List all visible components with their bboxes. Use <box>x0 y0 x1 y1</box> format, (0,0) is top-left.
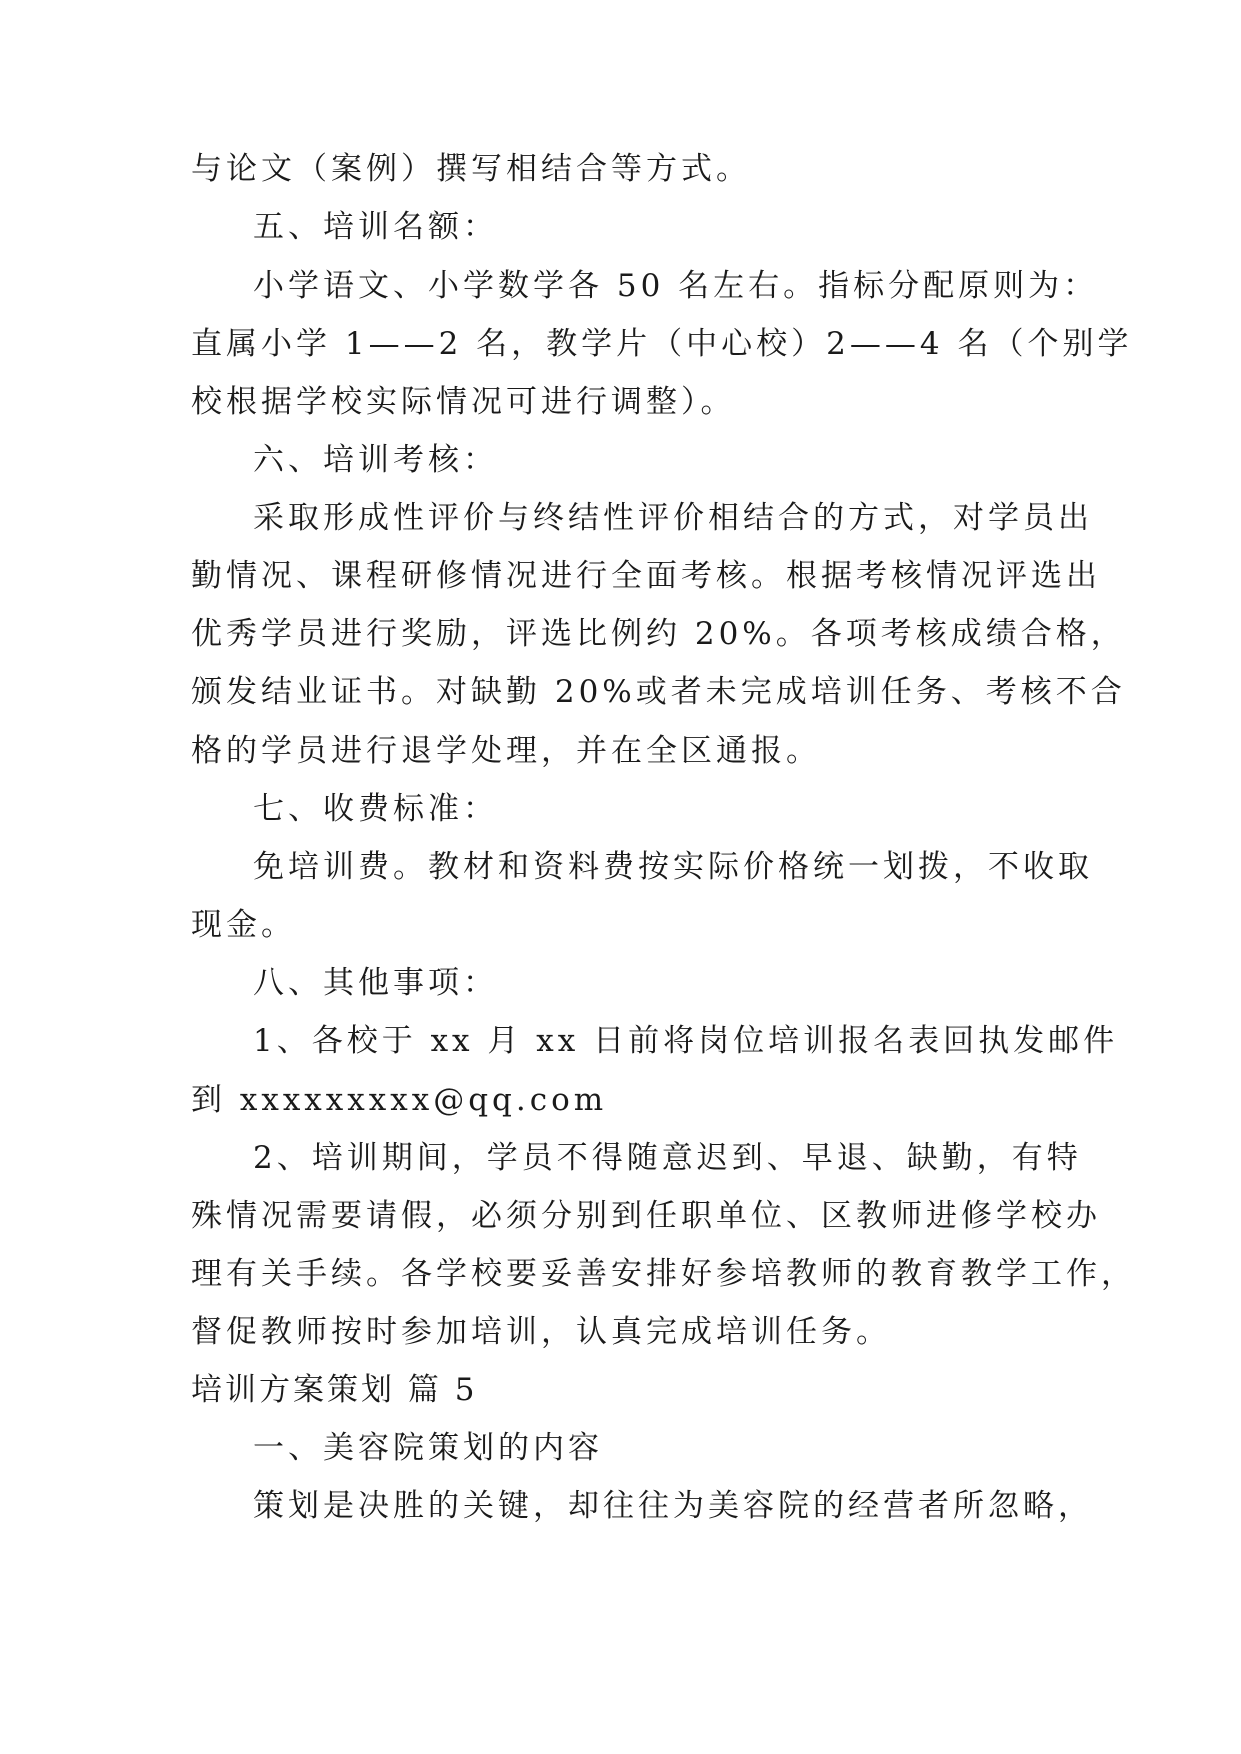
section-heading: 六、培训考核： <box>253 442 498 478</box>
article-heading: 培训方案策划 篇 5 <box>191 1372 478 1408</box>
email-line: 到 xxxxxxxxx@qq.com <box>191 1082 608 1118</box>
text-line: 督促教师按时参加培训，认真完成培训任务。 <box>191 1314 891 1350</box>
text-line: 优秀学员进行奖励，评选比例约 20%。各项考核成绩合格， <box>191 616 1126 652</box>
text-line: 殊情况需要请假，必须分别到任职单位、区教师进修学校办 <box>191 1198 1101 1234</box>
section-heading: 七、收费标准： <box>253 791 498 827</box>
text-line: 采取形成性评价与终结性评价相结合的方式，对学员出 <box>253 500 1093 536</box>
text-line: 校根据学校实际情况可进行调整）。 <box>191 384 736 420</box>
text-line: 2、培训期间，学员不得随意迟到、早退、缺勤，有特 <box>253 1140 1082 1176</box>
section-heading: 八、其他事项： <box>253 965 498 1001</box>
text-line: 直属小学 1——2 名，教学片（中心校）2——4 名（个别学 <box>191 326 1133 362</box>
text-line: 免培训费。教材和资料费按实际价格统一划拨，不收取 <box>253 849 1093 885</box>
text-line: 小学语文、小学数学各 50 名左右。指标分配原则为： <box>253 268 1099 304</box>
section-heading: 一、美容院策划的内容 <box>253 1430 603 1466</box>
text-line: 勤情况、课程研修情况进行全面考核。根据考核情况评选出 <box>191 558 1101 594</box>
text-line: 理有关手续。各学校要妥善安排好参培教师的教育教学工作， <box>191 1256 1136 1292</box>
text-line: 颁发结业证书。对缺勤 20%或者未完成培训任务、考核不合 <box>191 674 1126 710</box>
section-heading: 五、培训名额： <box>253 209 498 245</box>
text-line: 1、各校于 xx 月 xx 日前将岗位培训报名表回执发邮件 <box>253 1023 1119 1059</box>
text-line: 格的学员进行退学处理，并在全区通报。 <box>191 733 821 769</box>
text-line: 策划是决胜的关键，却往往为美容院的经营者所忽略， <box>253 1488 1093 1524</box>
text-line: 现金。 <box>191 907 296 943</box>
text-line: 与论文（案例）撰写相结合等方式。 <box>191 151 751 187</box>
